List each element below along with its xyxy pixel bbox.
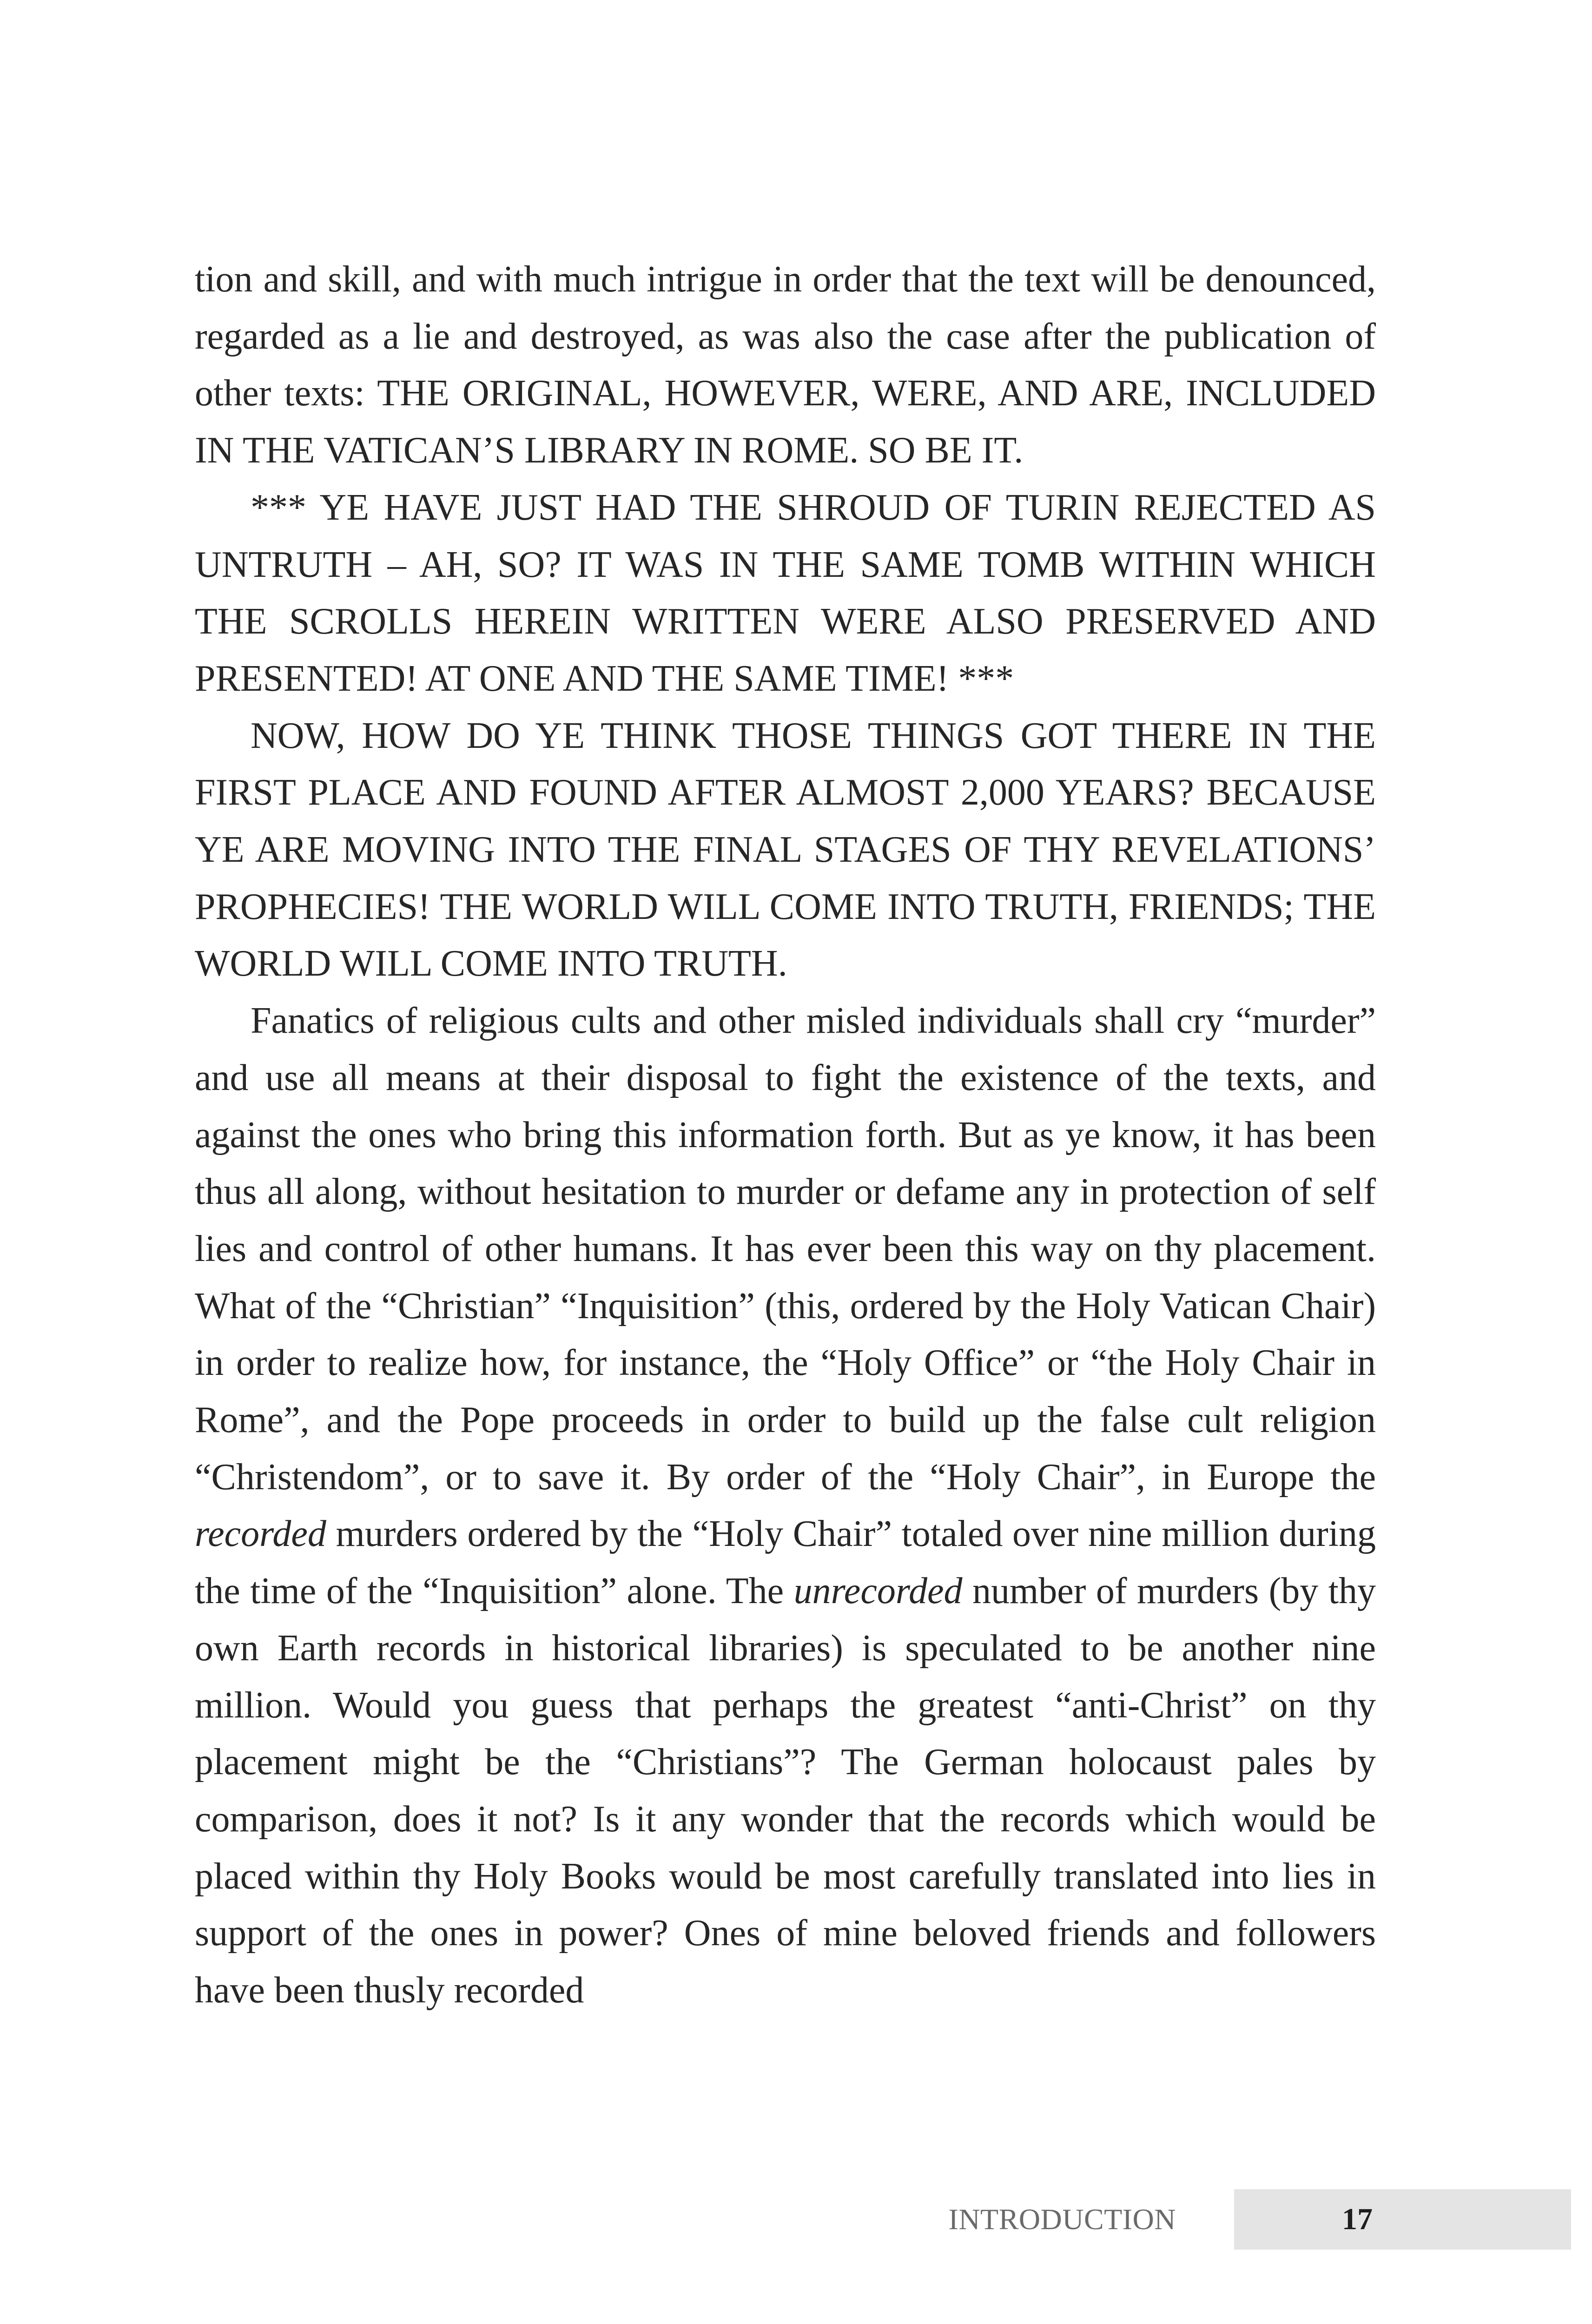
- emphasis-recorded: recorded: [195, 1513, 326, 1555]
- paragraph-4-part-3: number of murders (by thy own Earth records in historical libraries) is speculated to be another nine million. Would you guess that perhaps the greatest “anti-Christ” on thy placement might be the “Christians”? The German holocaust pales by comparison, does it not? Is it any wonder that the records which would be placed within thy Holy Books would be most carefully translated into lies in support of the ones in power? Ones of mine beloved friends and followers have been thusly recorded: [195, 1571, 1376, 2011]
- paragraph-1: tion and skill, and with much intrigue in order that the text will be denounced, regarded as a lie and destroyed, as was also the case after the publication of other texts: THE ORIGINAL, HOWEVER, WERE, AND ARE, INCLUDED IN THE VATICAN’S LIBRARY IN ROME. SO BE IT.: [195, 259, 1376, 471]
- paragraph-3: NOW, HOW DO YE THINK THOSE THINGS GOT THERE IN THE FIRST PLACE AND FOUND AFTER ALMOST 2,000 YEARS? BECAUSE YE ARE MOVING INTO THE FINAL STAGES OF THY REVELATIONS’ PROPHECIES! THE WORLD WILL COME INTO TRUTH, FRIENDS; THE WORLD WILL COME INTO TRUTH.: [195, 715, 1376, 984]
- running-footer-section-label: INTRODUCTION: [948, 2203, 1176, 2236]
- emphasis-unrecorded: unrecorded: [793, 1571, 963, 1612]
- body-text: [195, 251, 1376, 2019]
- paragraph-4-part-1: Fanatics of religious cults and other misled individuals shall cry “murder” and use all means at their disposal to fight the existence of the texts, and against the ones who bring this information forth. But as ye know, it has been thus all along, without hesitation to murder or defame any in protection of self lies and control of other humans. It has ever been this way on thy placement. What of the “Christian” “Inquisition” (this, ordered by the Holy Vatican Chair) in order to realize how, for instance, the “Holy Office” or “the Holy Chair in Rome”, and the Pope proceeds in order to build up the false cult religion “Christendom”, or to save it. By order of the “Holy Chair”, in Europe the: [195, 1000, 1376, 1498]
- paragraph-4-part-2: murders ordered by the “Holy Chair” totaled over nine million during the time of the “Inquisition” alone. The: [195, 1513, 1376, 1612]
- page-number: 17: [1342, 2202, 1373, 2236]
- paragraph-2: *** YE HAVE JUST HAD THE SHROUD OF TURIN REJECTED AS UNTRUTH – AH, SO? IT WAS IN THE SAME TOMB WITHIN WHICH THE SCROLLS HEREIN WRITTEN WERE ALSO PRESERVED AND PRESENTED! AT ONE AND THE SAME TIME! ***: [195, 487, 1376, 699]
- paragraph-4: [195, 992, 1376, 2019]
